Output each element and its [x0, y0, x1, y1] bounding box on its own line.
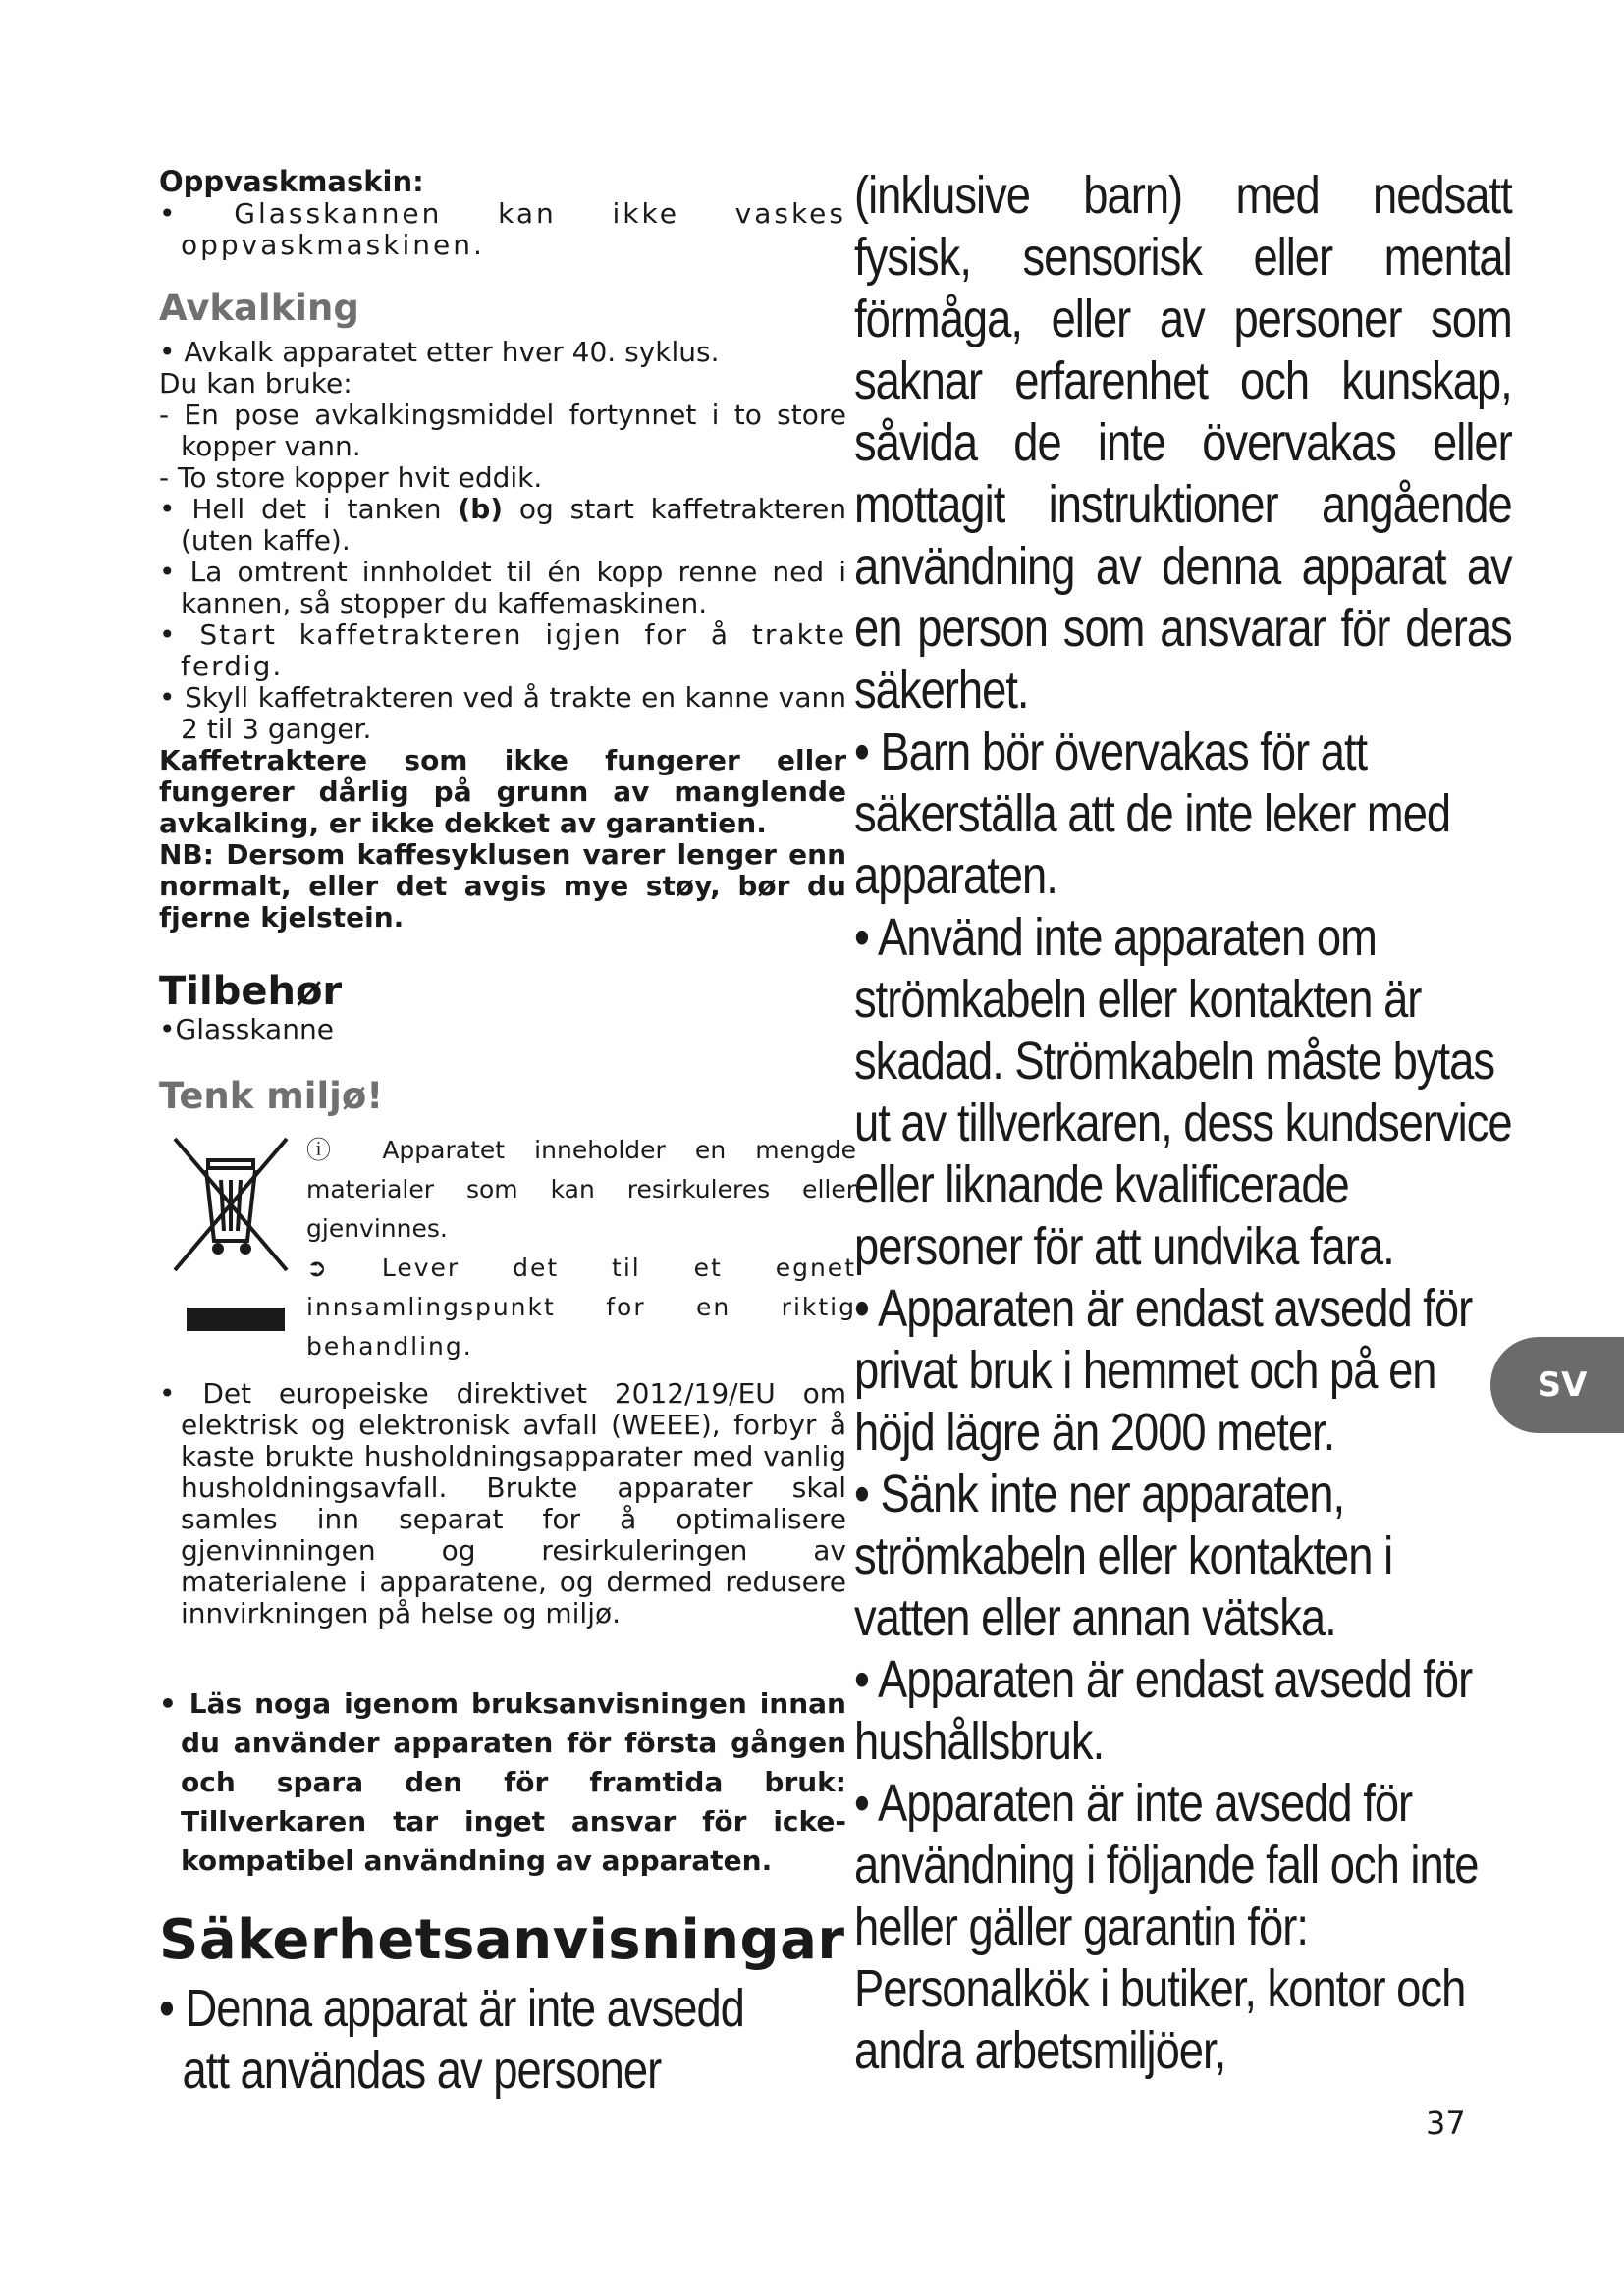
safety-item-6: • Apparaten är endast avsedd för hushållsbruk. [854, 1649, 1512, 1773]
left-column [159, 165, 856, 2102]
page-number: 37 [1426, 2105, 1466, 2142]
arrow-icon: ➲ [306, 1254, 329, 1282]
descaling-item-6: • Skyll kaffetrakteren ved å trakte en kanne vann 2 til 3 ganger. [159, 682, 846, 745]
descaling-use-label: Du kan bruke: [159, 367, 352, 400]
safety-item-4: • Apparaten är endast avsedd för privat bruk i hemmet och på en höjd lägre än 2000 meter. [854, 1278, 1512, 1464]
info-icon: ⓘ [306, 1136, 353, 1164]
crossed-bin-icon [167, 1131, 295, 1278]
descaling-warning-2: NB: Dersom kaffesyklusen varer lenger enn normalt, eller det avgis mye støy, bør du fjerne kjelstein. [159, 838, 846, 934]
descaling-dash-1: - En pose avkalkingsmiddel fortynnet i to store kopper vann. [159, 400, 846, 462]
language-tab: SV [1490, 1337, 1624, 1433]
read-notice: • Läs noga igenom bruksanvisningen innan du använder apparaten för första gången och spara den för framtida bruk: Tillverkaren tar inget ansvar för icke-kompatibel användning av apparaten. [159, 1684, 846, 1881]
descaling-dash-2: - To store kopper hvit eddik. [159, 462, 846, 494]
right-column [854, 165, 1512, 2082]
environment-line-2: ➲ Lever det til et egnet innsamlingspunkt for en riktig behandling. [306, 1254, 856, 1361]
accessories-title: Tilbehør [159, 969, 343, 1014]
environment-text [306, 1131, 856, 1366]
safety-item-1-b: att användas av personer [182, 2041, 662, 2100]
descaling-item-4: • La omtrent innholdet til én kopp renne ned i kannen, så stopper du kaffemaskinen. [159, 557, 846, 619]
descaling-title: Avkalking [159, 287, 359, 329]
safety-item-5: • Sänk inte ner apparaten, strömkabeln eller kontakten i vatten eller annan vätska. [854, 1464, 1512, 1649]
environment-directive: • Det europeiske direktivet 2012/19/EU om elektrisk og elektronisk avfall (WEEE), forbyr å kaste brukte husholdningsapparater med vanlig husholdningsavfall. Brukte apparater skal samles inn separat for å optimalisere gjenvinningen og resirkuleringen av materialene i apparatene, og dermed redusere innvirkningen på helse og miljø. [159, 1378, 846, 1629]
safety-item-1-a: • Denna apparat är inte avsedd [159, 1978, 846, 2040]
safety-item-1-cont: (inklusive barn) med nedsatt fysisk, sensorisk eller mental förmåga, eller av personer som saknar erfarenhet och kunskap, såvida de inte övervakas eller mottagit instruktioner angående användning av denna apparat av en person som ansvarar för deras säkerhet. [854, 166, 1512, 720]
descaling-warning-1: Kaffetraktere som ikke fungerer eller fungerer dårlig på grunn av manglende avkalking, er ikke dekket av garantien. [159, 744, 846, 839]
safety-title: Säkerhetsanvisningar [159, 1908, 845, 1972]
descaling-item-5: • Start kaffetrakteren igjen for å trakte ferdig. [159, 619, 846, 682]
environment-block [159, 1131, 856, 1378]
weee-bar [187, 1308, 285, 1331]
dishwasher-item: • Glasskannen kan ikke vaskes oppvaskmaskinen. [159, 198, 846, 261]
safety-item-7: • Apparaten är inte avsedd för användning i följande fall och inte heller gäller garantin för: Personalkök i butiker, kontor och andra arbetsmiljöer, [854, 1773, 1512, 2082]
safety-item-2: • Barn bör övervakas för att säkerställa att de inte leker med apparaten. [854, 721, 1512, 907]
safety-item-3: • Använd inte apparaten om strömkabeln eller kontakten är skadad. Strömkabeln måste bytas ut av tillverkaren, dess kundservice eller liknande kvalificerade personer för att undvika fara. [854, 907, 1512, 1278]
descaling-item-1: • Avkalk apparatet etter hver 40. syklus. [159, 337, 846, 368]
environment-title: Tenk miljø! [159, 1075, 384, 1117]
dishwasher-title: Oppvaskmaskin: [159, 165, 424, 198]
descaling-item-3: • Hell det i tanken (b) og start kaffetrakteren (uten kaffe). [159, 494, 846, 557]
accessories-item: •Glasskanne [159, 1013, 334, 1045]
environment-line-1: ⓘ Apparatet inneholder en mengde materialer som kan resirkuleres eller gjenvinnes. [306, 1136, 856, 1243]
